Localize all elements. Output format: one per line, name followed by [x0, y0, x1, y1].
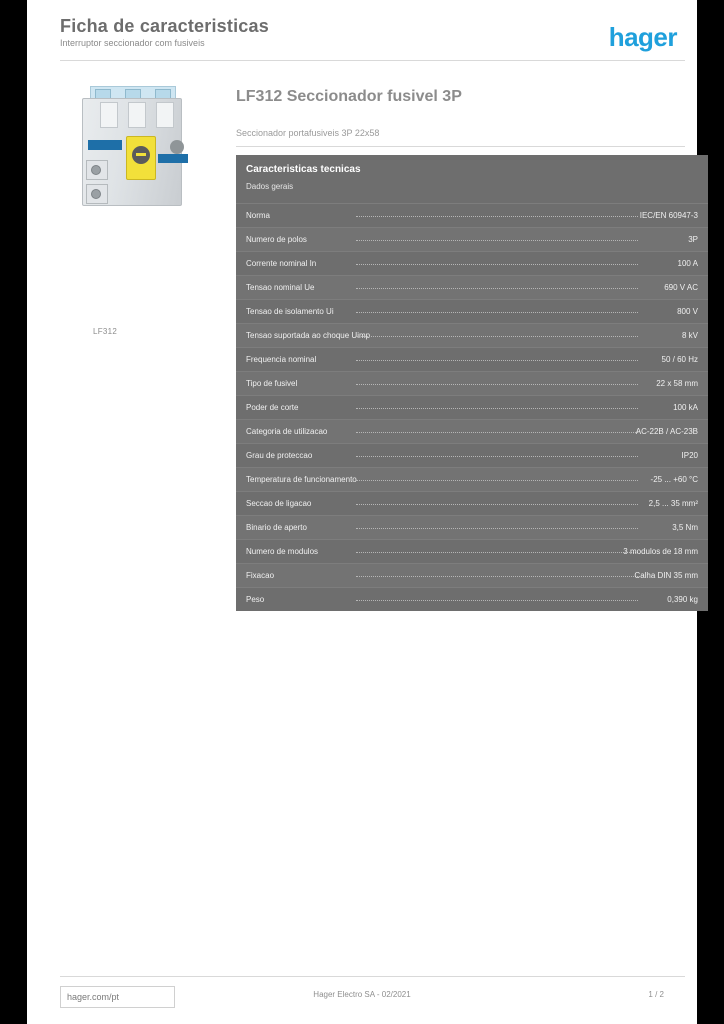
product-label-left [88, 140, 122, 150]
table-row [236, 515, 708, 539]
spec-leader-dots [356, 360, 638, 361]
page-header [27, 0, 697, 62]
spec-label: Tensao nominal Ue [246, 283, 315, 292]
product-image-block [60, 84, 205, 336]
table-row [236, 323, 708, 347]
table-row [236, 395, 708, 419]
table-row [236, 587, 708, 611]
footer-divider [60, 976, 685, 977]
spec-value: 2,5 ... 35 mm² [648, 499, 698, 508]
spec-leader-dots [356, 288, 638, 289]
spec-value: AC-22B / AC-23B [635, 427, 698, 436]
spec-leader-dots [356, 456, 638, 457]
page-title: LF312 Seccionador fusivel 3P [236, 88, 462, 105]
spec-leader-dots [356, 552, 638, 553]
spec-value: 0,390 kg [667, 595, 698, 604]
spec-leader-dots [356, 576, 638, 577]
footer-copyright: Hager Electro SA - 02/2021 [313, 990, 411, 999]
screw-1-icon [91, 165, 101, 175]
spec-leader-dots [356, 312, 638, 313]
product-side-knob-icon [170, 140, 184, 154]
spec-leader-dots [356, 216, 638, 217]
spec-label: Binario de aperto [246, 523, 307, 532]
spec-table-title: Caracteristicas tecnicas [246, 164, 361, 175]
spec-value: -25 ... +60 °C [650, 475, 698, 484]
spec-value: 50 / 60 Hz [661, 355, 698, 364]
spec-label: Tipo de fusivel [246, 379, 298, 388]
table-row [236, 299, 708, 323]
spec-label: Seccao de ligacao [246, 499, 312, 508]
fuse-slot-1 [100, 102, 118, 128]
table-row [236, 467, 708, 491]
spec-leader-dots [356, 504, 638, 505]
screw-2-icon [91, 189, 101, 199]
spec-value: 690 V AC [664, 283, 698, 292]
spec-value: IEC/EN 60947-3 [639, 211, 698, 220]
spec-label: Poder de corte [246, 403, 299, 412]
spec-label: Grau de proteccao [246, 451, 313, 460]
spec-label: Tensao suportada ao choque Uimp [246, 331, 371, 340]
table-row [236, 443, 708, 467]
spec-table [236, 155, 708, 611]
spec-leader-dots [356, 336, 638, 337]
spec-leader-dots [356, 528, 638, 529]
spec-leader-dots [356, 480, 638, 481]
table-row [236, 275, 708, 299]
product-reference: LF312 [93, 327, 118, 336]
spec-value: 800 V [677, 307, 698, 316]
table-row [236, 203, 708, 227]
spec-value: 3 modulos de 18 mm [623, 547, 698, 556]
spec-label: Categoria de utilizacao [246, 427, 328, 436]
spec-label: Numero de polos [246, 235, 307, 244]
page-subtitle: Seccionador portafusiveis 3P 22x58 [236, 128, 380, 138]
page-footer [27, 976, 697, 1024]
product-photo [60, 84, 205, 217]
product-knob-icon [132, 146, 150, 164]
table-row [236, 491, 708, 515]
fuse-slot-2 [128, 102, 146, 128]
spec-value: 100 kA [673, 403, 698, 412]
spec-value: Calha DIN 35 mm [634, 571, 698, 580]
spec-leader-dots [356, 264, 638, 265]
table-row [236, 563, 708, 587]
header-subtitle: Interruptor seccionador com fusiveis [60, 38, 205, 48]
title-divider [236, 146, 685, 147]
spec-leader-dots [356, 384, 638, 385]
footer-page-number: 1 / 2 [648, 990, 664, 999]
spec-table-subtitle: Dados gerais [246, 182, 294, 191]
header-title: Ficha de caracteristicas [60, 16, 269, 36]
table-row [236, 251, 708, 275]
spec-label: Numero de modulos [246, 547, 319, 556]
spec-value: 22 x 58 mm [656, 379, 698, 388]
table-row [236, 371, 708, 395]
spec-leader-dots [356, 600, 638, 601]
table-row [236, 539, 708, 563]
spec-value: 3P [688, 235, 698, 244]
spec-label: Corrente nominal In [246, 259, 317, 268]
spec-value: IP20 [681, 451, 698, 460]
spec-label: Peso [246, 595, 265, 604]
spec-label: Norma [246, 211, 271, 220]
table-row [236, 227, 708, 251]
spec-value: 3,5 Nm [672, 523, 698, 532]
spec-label: Tensao de isolamento Ui [246, 307, 334, 316]
footer-url-link[interactable]: hager.com/pt [60, 986, 175, 1008]
spec-label: Frequencia nominal [246, 355, 317, 364]
header-divider [60, 60, 685, 61]
product-label-right [158, 154, 188, 163]
spec-leader-dots [356, 408, 638, 409]
hager-logo: hager [608, 22, 677, 52]
fuse-slot-3 [156, 102, 174, 128]
document-page [27, 0, 697, 1024]
spec-leader-dots [356, 432, 638, 433]
spec-label: Temperatura de funcionamento [246, 475, 357, 484]
spec-value: 8 kV [681, 331, 698, 340]
table-row [236, 419, 708, 443]
spec-leader-dots [356, 240, 638, 241]
spec-label: Fixacao [246, 571, 275, 580]
table-row [236, 347, 708, 371]
spec-value: 100 A [677, 259, 698, 268]
spec-table-header [236, 155, 708, 203]
